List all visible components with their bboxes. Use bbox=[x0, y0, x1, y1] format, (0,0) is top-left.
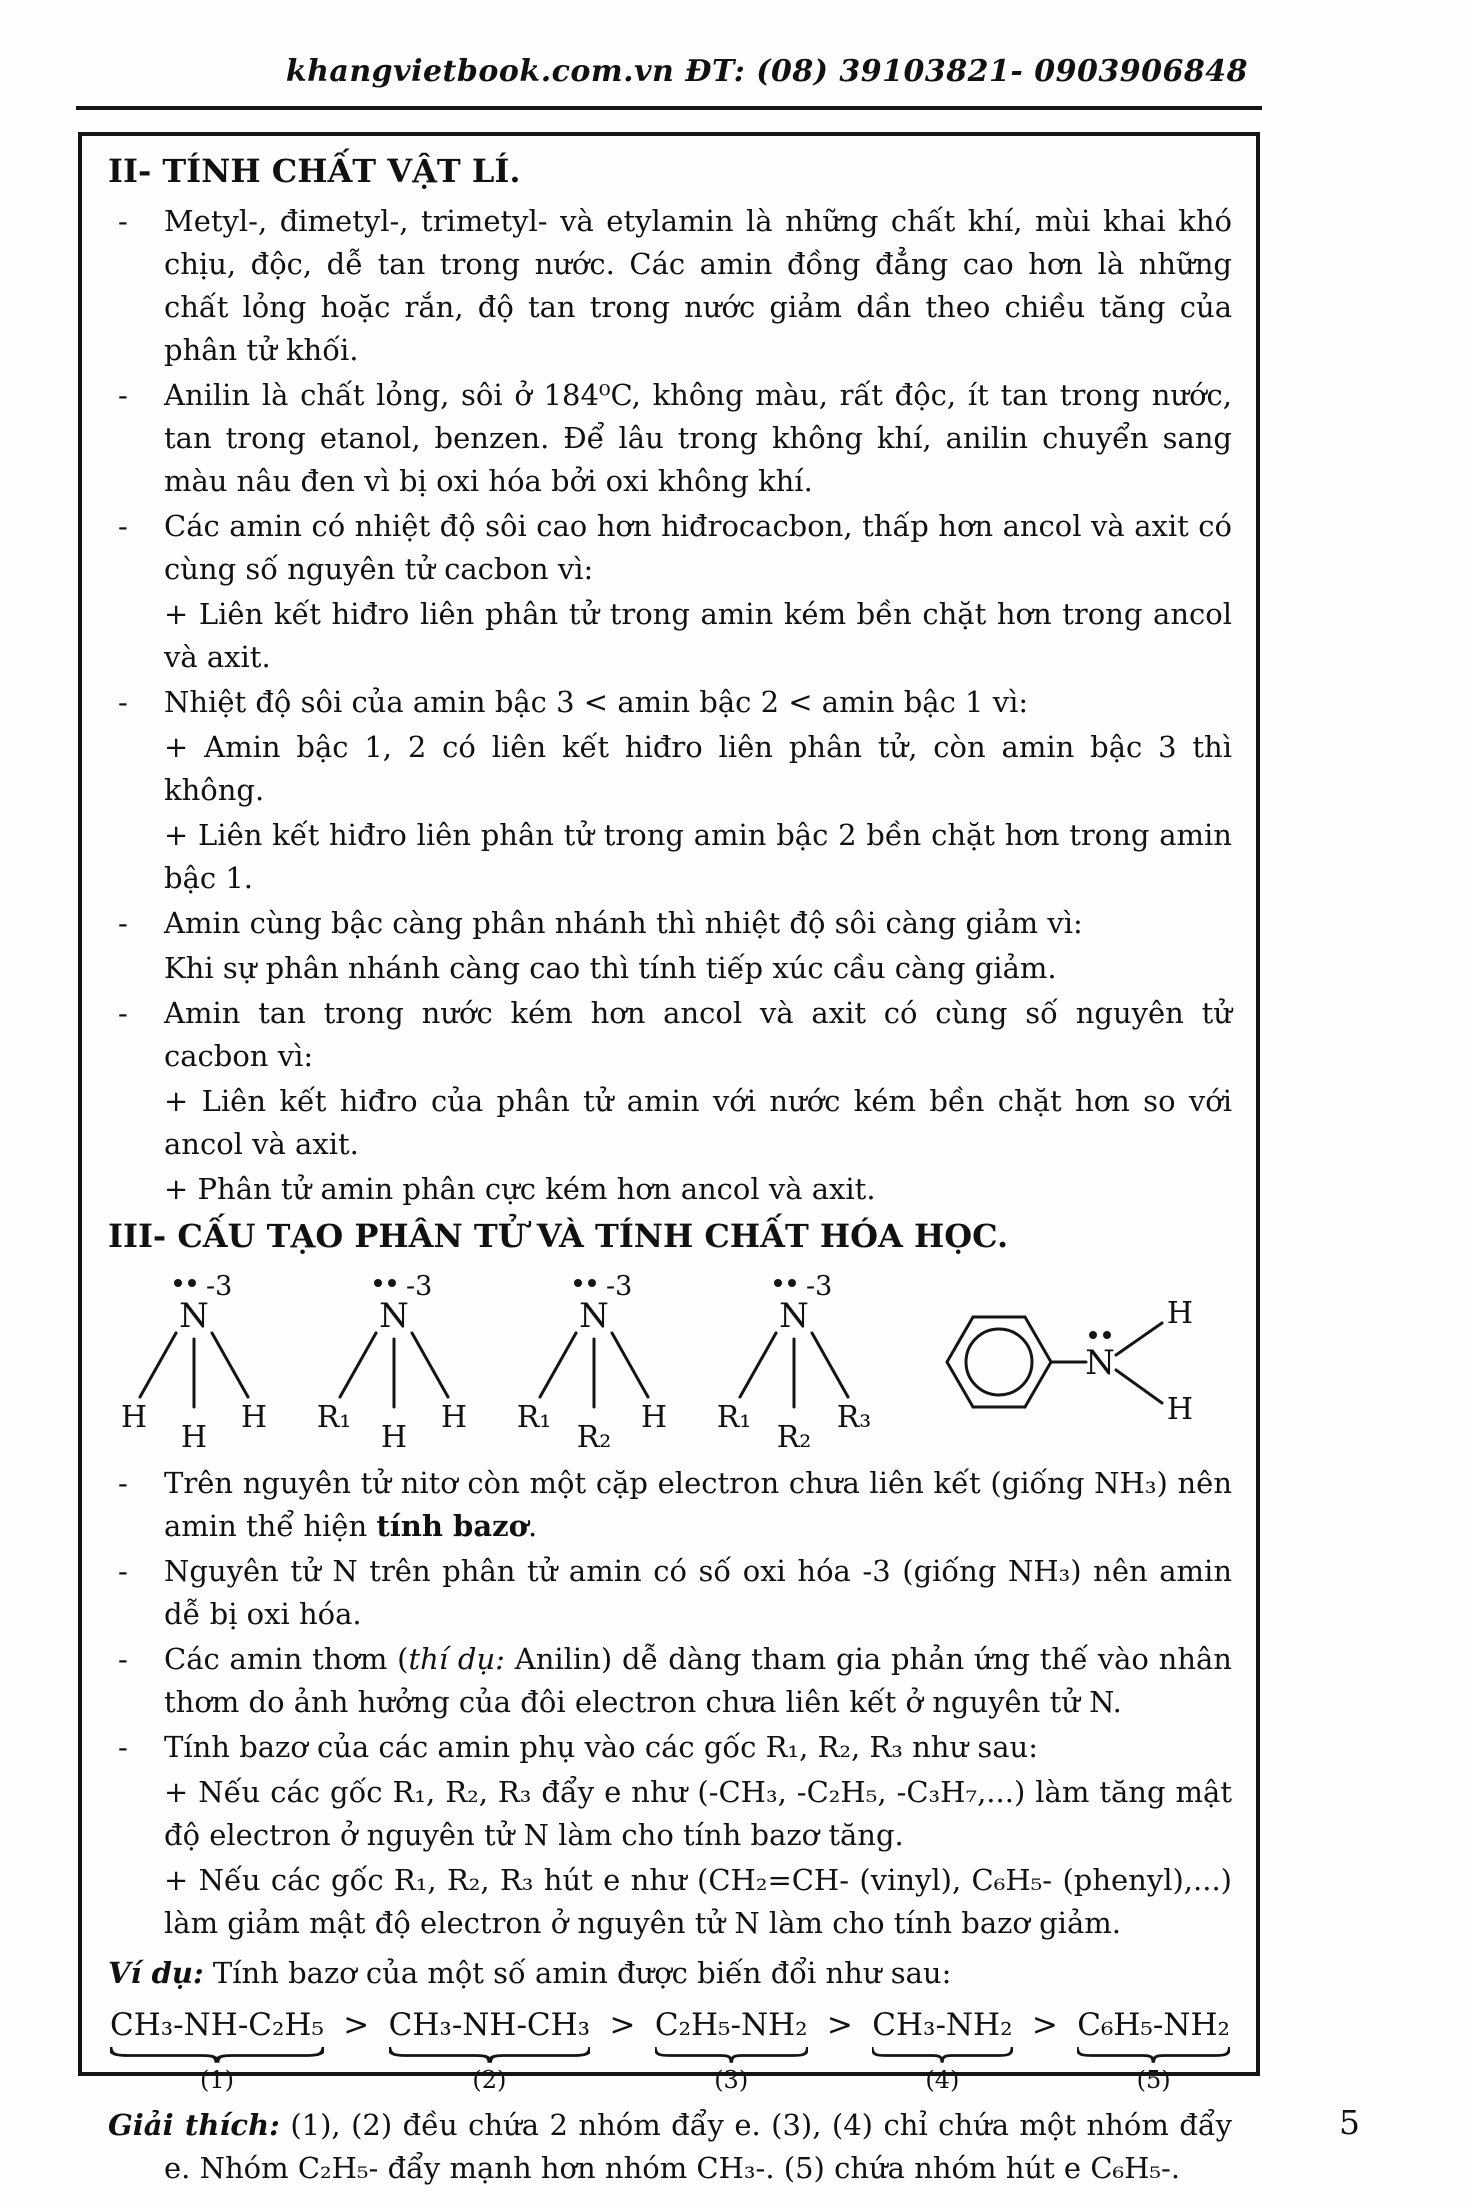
item-text: + Nếu các gốc R₁, R₂, R₃ hút e như (CH₂=CH- (vinyl), C₆H₅- (phenyl),...) làm giảm mật độ electron ở nguyên tử N làm cho tính bazơ giảm. bbox=[164, 1863, 1232, 1940]
underbrace bbox=[389, 2047, 590, 2064]
dash-marker: - bbox=[118, 378, 128, 412]
item-text: + Phân tử amin phân cực kém hơn ancol và axit. bbox=[164, 1172, 876, 1206]
dash-marker: - bbox=[118, 509, 128, 543]
content-box bbox=[78, 132, 1260, 2185]
item-text-pre: Các amin thơm ( bbox=[164, 1642, 409, 1676]
greater-than: > bbox=[1031, 2007, 1058, 2043]
item-text-pre: Trên nguyên tử nitơ còn một cặp electron chưa liên kết (giống NH₃) nên amin thể hiện bbox=[164, 1466, 1232, 1543]
substituent-label: R₁ bbox=[716, 1400, 752, 1435]
section2-heading: II- TÍNH CHẤT VẬT LÍ. bbox=[108, 152, 521, 190]
bond-line bbox=[612, 1333, 648, 1397]
section3-heading: III- CẤU TẠO PHÂN TỬ VÀ TÍNH CHẤT HÓA HỌC. bbox=[108, 1217, 1009, 1255]
substituent-label: R₁ bbox=[516, 1400, 552, 1435]
item-text: Amin cùng bậc càng phân nhánh thì nhiệt độ sôi càng giảm vì: bbox=[164, 906, 1083, 940]
oxidation-state-label: -3 bbox=[606, 1271, 633, 1302]
list-item bbox=[108, 902, 1232, 945]
compound-4 bbox=[872, 2005, 1012, 2094]
bond-line bbox=[740, 1333, 776, 1397]
item-text: + Liên kết hiđro liên phân tử trong amin bậc 2 bền chặt hơn trong amin bậc 1. bbox=[164, 818, 1232, 895]
bond-line bbox=[1116, 1370, 1162, 1403]
dash-marker: - bbox=[118, 1642, 128, 1676]
bond-line bbox=[1116, 1323, 1162, 1355]
dash-marker: - bbox=[118, 1466, 128, 1500]
compound-label: (3) bbox=[714, 2066, 749, 2094]
substituent-label: H bbox=[440, 1400, 468, 1435]
underbrace bbox=[655, 2047, 808, 2064]
item-text: Các amin có nhiệt độ sôi cao hơn hiđrocacbon, thấp hơn ancol và axit có cùng số nguyên tử cacbon vì: bbox=[164, 509, 1232, 586]
greater-than: > bbox=[343, 2007, 370, 2043]
substituent-label: H bbox=[640, 1400, 668, 1435]
lone-pair-dot bbox=[1089, 1331, 1097, 1339]
list-subitem bbox=[108, 814, 1232, 900]
header-rule bbox=[76, 106, 1262, 110]
list-subitem bbox=[108, 1771, 1232, 1857]
dash-marker: - bbox=[118, 1554, 128, 1588]
list-subitem bbox=[108, 1080, 1232, 1166]
item-text-italic: thí dụ: bbox=[408, 1642, 505, 1676]
compound-formula: CH₃-NH-C₂H₅ bbox=[110, 2007, 324, 2043]
nitrogen-label: N bbox=[1085, 1343, 1115, 1383]
list-item bbox=[108, 1550, 1232, 1636]
oxidation-state-label: -3 bbox=[406, 1271, 433, 1302]
nitrogen-label: N bbox=[779, 1296, 809, 1336]
compound-label: (4) bbox=[925, 2066, 960, 2094]
substituent-label: H bbox=[380, 1420, 408, 1452]
explanation bbox=[108, 2104, 1232, 2190]
compound-3 bbox=[655, 2005, 808, 2094]
greater-than: > bbox=[826, 2007, 853, 2043]
list-subitem bbox=[108, 1168, 1232, 1211]
list-item bbox=[108, 505, 1232, 591]
compound-label: (5) bbox=[1136, 2066, 1171, 2094]
item-text: Tính bazơ của các amin phụ vào các gốc R₁, R₂, R₃ như sau: bbox=[164, 1730, 1038, 1764]
item-text: + Liên kết hiđro liên phân tử trong amin kém bền chặt hơn trong ancol và axit. bbox=[164, 597, 1232, 674]
item-text: + Liên kết hiđro của phân tử amin với nước kém bền chặt hơn so với ancol và axit. bbox=[164, 1084, 1232, 1161]
compound-label: (2) bbox=[472, 2066, 507, 2094]
underbrace bbox=[110, 2047, 324, 2064]
oxidation-state-label: -3 bbox=[806, 1271, 833, 1302]
list-item bbox=[108, 681, 1232, 724]
item-text: Amin tan trong nước kém hơn ancol và axit có cùng số nguyên tử cacbon vì: bbox=[164, 996, 1232, 1073]
example-text: Tính bazơ của một số amin được biến đổi như sau: bbox=[203, 1956, 952, 1990]
substituent-label: H bbox=[1166, 1296, 1194, 1331]
bond-line bbox=[340, 1333, 376, 1397]
item-text: Nhiệt độ sôi của amin bậc 3 < amin bậc 2 < amin bậc 1 vì: bbox=[164, 685, 1029, 719]
list-subitem bbox=[108, 593, 1232, 679]
dash-marker: - bbox=[118, 204, 128, 238]
nitrogen-label: N bbox=[579, 1296, 609, 1336]
substituent-label: R₃ bbox=[836, 1400, 872, 1435]
substituent-label: H bbox=[180, 1420, 208, 1452]
compound-label: (1) bbox=[199, 2066, 234, 2094]
compound-formula: C₂H₅-NH₂ bbox=[654, 2007, 808, 2043]
item-text: + Nếu các gốc R₁, R₂, R₃ đẩy e như (-CH₃, -C₂H₅, -C₃H₇,...) làm tăng mật độ electron ở nguyên tử N làm cho tính bazơ tăng. bbox=[164, 1775, 1232, 1852]
lone-pair-dot bbox=[588, 1279, 596, 1287]
explanation-label: Giải thích: bbox=[108, 2108, 280, 2142]
compound-formula: CH₃-NH-CH₃ bbox=[388, 2007, 591, 2043]
amine-structure-secondary bbox=[514, 1267, 686, 1452]
substituent-label: R₂ bbox=[576, 1420, 612, 1452]
underbrace bbox=[1077, 2047, 1230, 2064]
item-text bbox=[164, 1642, 1232, 1719]
item-text: Anilin là chất lỏng, sôi ở 184⁰C, không màu, rất độc, ít tan trong nước, tan trong etanol, benzen. Để lâu trong không khí, anilin chuyển sang màu nâu đen vì bị oxi hóa bởi oxi không khí. bbox=[164, 378, 1232, 498]
compound-formula: C₆H₅-NH₂ bbox=[1077, 2007, 1230, 2043]
amine-structure-primary bbox=[314, 1267, 486, 1452]
item-text: Nguyên tử N trên phân tử amin có số oxi hóa -3 (giống NH₃) nên amin dễ bị oxi hóa. bbox=[164, 1554, 1232, 1631]
lone-pair-dot bbox=[188, 1279, 196, 1287]
item-text-post: Anilin) dễ dàng tham gia phản ứng thế vào nhân thơm do ảnh hưởng của đôi electron chưa liên kết ở nguyên tử N. bbox=[164, 1642, 1232, 1719]
nitrogen-label: N bbox=[179, 1296, 209, 1336]
structure-diagrams bbox=[114, 1267, 1226, 1452]
list-item bbox=[108, 200, 1232, 372]
oxidation-state-label: -3 bbox=[206, 1271, 233, 1302]
list-item bbox=[108, 374, 1232, 503]
amine-structure-tertiary bbox=[714, 1267, 886, 1452]
example-label: Ví dụ: bbox=[108, 1956, 204, 1990]
dash-marker: - bbox=[118, 996, 128, 1030]
substituent-label: H bbox=[1166, 1392, 1194, 1427]
item-text: Khi sự phân nhánh càng cao thì tính tiếp xúc cầu càng giảm. bbox=[164, 951, 1057, 985]
dash-marker: - bbox=[118, 685, 128, 719]
list-item bbox=[108, 1726, 1232, 1769]
item-text-post: . bbox=[527, 1509, 538, 1543]
lone-pair-dot bbox=[774, 1279, 782, 1287]
compound-2 bbox=[389, 2005, 590, 2094]
benzene-ring-circle bbox=[966, 1329, 1032, 1395]
lone-pair-dot bbox=[174, 1279, 182, 1287]
item-text: + Amin bậc 1, 2 có liên kết hiđro liên phân tử, còn amin bậc 3 thì không. bbox=[164, 730, 1232, 807]
bond-line bbox=[812, 1333, 848, 1397]
list-subitem bbox=[108, 1859, 1232, 1945]
list-item bbox=[108, 1638, 1232, 1724]
nitrogen-label: N bbox=[379, 1296, 409, 1336]
explanation-text: (1), (2) đều chứa 2 nhóm đẩy e. (3), (4) chỉ chứa một nhóm đẩy e. Nhóm C₂H₅- đẩy mạnh hơn nhóm CH₃-. (5) chứa nhóm hút e C₆H₅-. bbox=[164, 2108, 1232, 2185]
base-strength-comparison bbox=[110, 2005, 1230, 2094]
item-text bbox=[164, 1466, 1232, 1543]
bond-line bbox=[212, 1333, 248, 1397]
substituent-label: R₁ bbox=[316, 1400, 352, 1435]
bond-line bbox=[540, 1333, 576, 1397]
bond-line bbox=[140, 1333, 176, 1397]
item-text: Metyl-, đimetyl-, trimetyl- và etylamin là những chất khí, mùi khai khó chịu, độc, dễ tan trong nước. Các amin đồng đẳng cao hơn là những chất lỏng hoặc rắn, độ tan trong nước giảm dần theo chiều tăng của phân tử khối. bbox=[164, 204, 1232, 367]
list-subitem bbox=[108, 947, 1232, 990]
compound-formula: CH₃-NH₂ bbox=[872, 2007, 1013, 2043]
site-header: khangvietbook.com.vn ĐT: (08) 39103821- 0903906848 bbox=[285, 54, 1248, 89]
bond-line bbox=[412, 1333, 448, 1397]
underbrace bbox=[872, 2047, 1012, 2064]
lone-pair-dot bbox=[788, 1279, 796, 1287]
list-item bbox=[108, 992, 1232, 1078]
substituent-label: R₂ bbox=[776, 1420, 812, 1452]
greater-than: > bbox=[609, 2007, 636, 2043]
item-text-bold: tính bazơ bbox=[376, 1509, 528, 1543]
compound-5 bbox=[1077, 2005, 1230, 2094]
lone-pair-dot bbox=[1103, 1331, 1111, 1339]
page-number: 5 bbox=[1339, 2103, 1360, 2142]
aniline-structure bbox=[914, 1267, 1226, 1452]
lone-pair-dot bbox=[374, 1279, 382, 1287]
substituent-label: H bbox=[120, 1400, 148, 1435]
dash-marker: - bbox=[118, 906, 128, 940]
substituent-label: H bbox=[240, 1400, 268, 1435]
lone-pair-dot bbox=[574, 1279, 582, 1287]
dash-marker: - bbox=[118, 1730, 128, 1764]
example-intro bbox=[108, 1951, 1232, 1995]
compound-1 bbox=[110, 2005, 324, 2094]
amine-structure-nh3 bbox=[114, 1267, 286, 1452]
list-subitem bbox=[108, 726, 1232, 812]
list-item bbox=[108, 1462, 1232, 1548]
lone-pair-dot bbox=[388, 1279, 396, 1287]
